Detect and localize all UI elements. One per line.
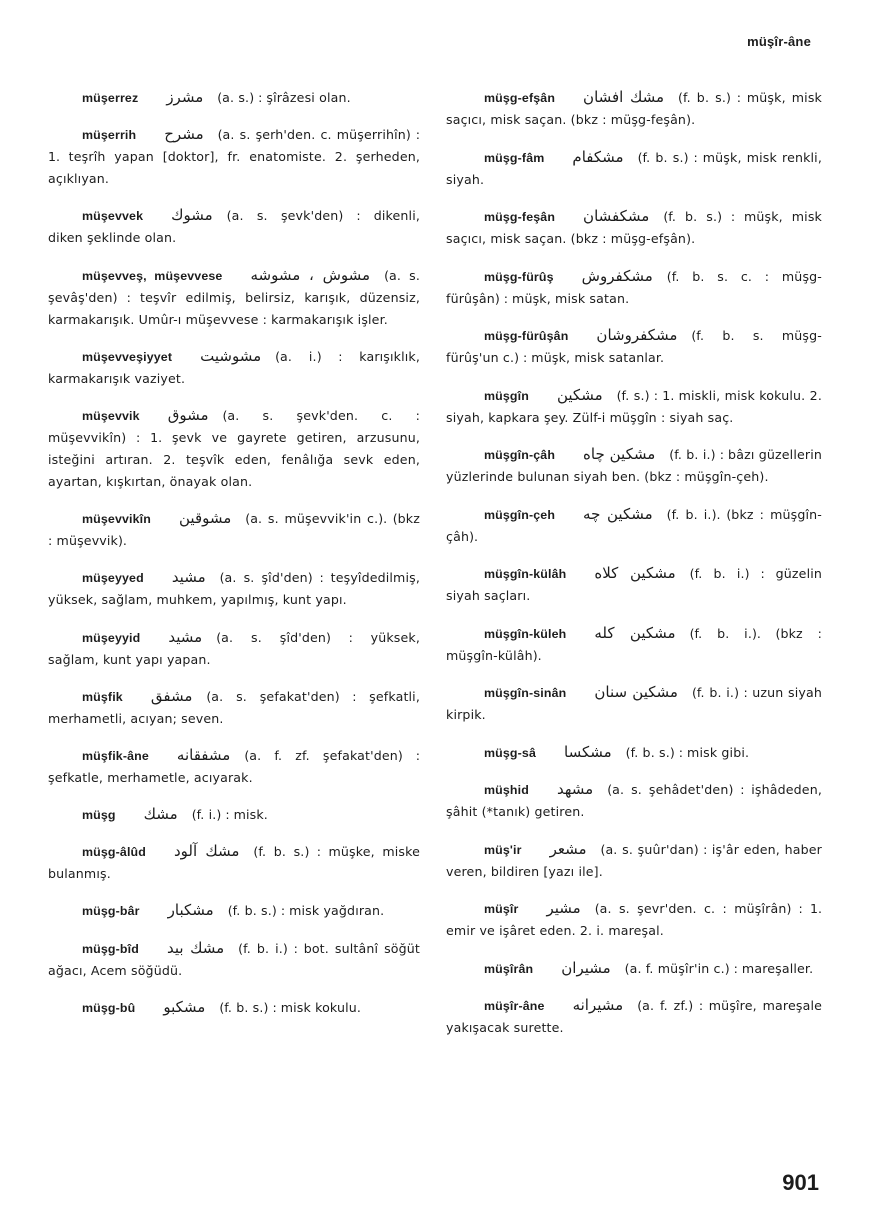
entry-headword: müşevvik (82, 408, 140, 423)
entry-definition: (f. b. s. müşg-fürûş'un c.) : müşk, misk satanlar. (446, 328, 822, 365)
dictionary-entry (48, 744, 420, 789)
entry-definition: (a. s. şerh'den. c. müşerrihîn) : 1. teşrîh yapan [doktor], fr. enatomiste. 2. şerheden, açıklıyan. (48, 127, 420, 187)
entry-definition: (a. s. müşevvik'in c.). (bkz : müşevvik). (48, 511, 420, 549)
entry-arabic-script: مشوش ، مشوشه (250, 265, 371, 284)
dictionary-entry (446, 205, 822, 250)
dictionary-entry (48, 345, 420, 390)
dictionary-entry (48, 996, 420, 1019)
dictionary-entry (446, 86, 822, 131)
entry-definition: (f. b. i.). (bkz : müşgîn-külâh). (446, 625, 822, 663)
dictionary-entry (48, 803, 420, 826)
dictionary-entry (446, 838, 822, 883)
entry-definition: (f. b. i.). (bkz : müşgîn-çâh). (446, 506, 822, 544)
entry-arabic-script: مشرز (166, 88, 204, 106)
entry-headword: müşevvek (82, 209, 144, 224)
dictionary-entry (48, 204, 420, 249)
dictionary-entry (48, 566, 420, 611)
entry-headword: müşg-efşân (484, 91, 556, 105)
dictionary-entry (446, 741, 822, 764)
dictionary-entry (48, 685, 420, 730)
entry-headword: müşfik-âne (82, 748, 149, 763)
entry-arabic-script: مشك (143, 805, 178, 824)
entry-arabic-script: مشير (546, 899, 581, 917)
entry-headword: müşg-bû (82, 1000, 136, 1015)
entry-definition: (f. b. s.) : müşk, misk renkli, siyah. (446, 149, 822, 187)
entry-headword: müşerrez (82, 91, 139, 105)
dictionary-entry (446, 897, 822, 942)
dictionary-entry (48, 507, 420, 552)
entry-definition: (a. s. şuûr'dan) : iş'âr eden, haber veren, bildiren [yazı ile]. (446, 841, 822, 879)
entry-headword: müşîr (484, 902, 519, 916)
entry-headword: müşgîn-çeh (484, 507, 556, 522)
entry-headword: müşg-bîd (82, 941, 139, 956)
entry-definition: (a. s. şefakat'den) : şefkatli, merhametli, acıyan; seven. (48, 688, 420, 726)
running-head: müşîr-âne (747, 34, 811, 49)
entry-headword: müşg (82, 808, 116, 823)
entry-arabic-script: مشكين كلاه (594, 564, 676, 582)
entry-arabic-script: مشعر (549, 839, 587, 858)
entry-definition: (f. b. s.) : misk kokulu. (219, 999, 362, 1015)
entry-arabic-script: مشيد (171, 568, 206, 587)
entry-definition: (a. s.) : şîrâzesi olan. (217, 90, 351, 105)
entry-definition: (f. s.) : 1. miskli, misk kokulu. 2. siyah, kapkara şey. Zülf-i müşgîn : siyah saç. (446, 387, 822, 425)
dictionary-entry (48, 899, 420, 922)
entry-headword: müşg-âlûd (82, 845, 146, 860)
entry-headword: müşg-bâr (82, 904, 140, 919)
dictionary-entry (446, 622, 822, 667)
entry-headword: müşg-fâm (484, 150, 545, 165)
dictionary-entry (48, 404, 420, 493)
dictionary-entry (446, 503, 822, 548)
entry-headword: müşevvikîn (82, 512, 151, 527)
entry-arabic-script: مشرح (164, 125, 204, 144)
dictionary-entry (446, 324, 822, 369)
dictionary-entry (446, 778, 822, 823)
entry-definition: (a. f. müşîr'in c.) : mareşaller. (624, 960, 814, 976)
entry-headword: müşhid (484, 783, 529, 797)
dictionary-entry (446, 443, 822, 488)
entry-arabic-script: مشك بيد (166, 938, 225, 957)
entry-headword: müşgîn (484, 388, 529, 403)
entry-arabic-script: مشيران (561, 958, 611, 977)
entry-definition: (a. s. şîd'den) : teşyîdedilmiş, yüksek, sağlam, muhkem, yapılmış, kunt yapı. (48, 570, 420, 608)
dictionary-entry (48, 86, 420, 109)
dictionary-entry (48, 626, 420, 671)
entry-headword: müşîr-âne (484, 999, 545, 1013)
entry-definition: (f. b. s.) : misk yağdıran. (227, 903, 385, 919)
entry-headword: müşgîn-küleh (484, 626, 567, 641)
entry-headword: müşevveşiyyet (82, 349, 173, 364)
entry-arabic-script: مشفقانه (176, 745, 231, 764)
entry-headword: müş'ir (484, 842, 522, 857)
entry-arabic-script: مشكفشان (583, 207, 650, 225)
entry-arabic-script: مشكفروشان (596, 326, 678, 344)
dictionary-entry (446, 562, 822, 607)
entry-arabic-script: مشكفام (572, 147, 624, 166)
entry-definition: (f. b. s.) : müşke, miske bulanmış. (48, 844, 420, 882)
entry-headword: müşerrih (82, 128, 137, 143)
entry-headword: müşg-sâ (484, 745, 537, 760)
entry-definition: (f. b. s.) : misk gibi. (625, 744, 750, 760)
entry-headword: müşevveş, müşevvese (82, 268, 223, 283)
dictionary-entry (446, 265, 822, 310)
entry-headword: müşg-fürûş (484, 269, 554, 284)
left-column (48, 86, 420, 1033)
entry-arabic-script: مشكسا (564, 742, 612, 761)
entry-arabic-script: مشك افشان (583, 88, 665, 106)
right-column (446, 86, 822, 1054)
page-number: 901 (782, 1170, 819, 1195)
entry-arabic-script: مشيد (168, 627, 203, 646)
entry-arabic-script: مشك آلود (174, 842, 240, 861)
entry-arabic-script: مشوشيت (200, 346, 262, 365)
entry-headword: müşg-fürûşân (484, 329, 569, 343)
entry-arabic-script: مشكين سنان (594, 683, 678, 701)
entry-headword: müşgîn-külâh (484, 567, 567, 581)
entry-definition: (f. b. i.) : bâzı güzellerin yüzlerinde bulunan siyah ben. (bkz : müşgîn-çeh). (446, 447, 822, 484)
entry-headword: müşgîn-sinân (484, 686, 567, 700)
entry-definition: (f. b. s.) : müşk, misk saçıcı, misk saçan. (bkz : müşg-feşân). (446, 90, 822, 127)
entry-definition: (a. s. şevr'den. c. : müşîrân) : 1. emir ve işâret eden. 2. i. mareşal. (446, 901, 822, 938)
dictionary-entry (48, 123, 420, 190)
entry-headword: müşg-feşân (484, 210, 556, 224)
entry-definition: (a. f. zf.) : müşîre, mareşale yakışacak surette. (446, 998, 822, 1035)
entry-headword: müşeyyid (82, 630, 141, 645)
entry-arabic-script: مشكين چه (583, 504, 653, 523)
entry-arabic-script: مشكبو (163, 997, 206, 1016)
entry-headword: müşgîn-çâh (484, 448, 556, 462)
entry-arabic-script: مشكبار (167, 901, 214, 920)
dictionary-entry (48, 937, 420, 982)
entry-definition: (a. s. şevk'den. c. : müşevvikîn) : 1. şevk ve gayrete getiren, arzusunu, isteğini artıran. 2. teşvîk eden, fenâlığa sevk eden, ayartan, kışkırtan, önayak olan. (48, 407, 420, 489)
entry-definition: (a. s. şevâş'den) : teşvîr edilmiş, belirsiz, karışık, düzensiz, karmakarışık. Umûr-ı müşevvese : karmakarışık işler. (48, 267, 420, 327)
dictionary-entry (446, 957, 822, 980)
entry-definition: (a. f. zf. şefakat'den) : şefkatle, merhametle, acıyarak. (48, 747, 420, 785)
entry-arabic-script: مشكين كله (594, 623, 676, 642)
entry-definition: (a. s. şevk'den) : dikenli, diken şeklinde olan. (48, 208, 420, 246)
entry-definition: (f. i.) : misk. (191, 807, 268, 823)
entry-definition: (a. i.) : karışıklık, karmakarışık vaziyet. (48, 348, 420, 386)
entry-headword: müşîrân (484, 961, 534, 976)
entry-headword: müşeyyed (82, 571, 144, 586)
entry-definition: (f. b. i.) : uzun siyah kirpik. (446, 685, 823, 722)
entry-arabic-script: مشوق (167, 405, 209, 424)
entry-arabic-script: مشيرانه (572, 996, 624, 1014)
dictionary-entry (446, 994, 822, 1039)
dictionary-entry (446, 146, 822, 191)
entry-arabic-script: مشفق (150, 686, 193, 705)
entry-definition: (f. b. i.) : bot. sultânî söğüt ağacı, Acem söğüdü. (48, 940, 420, 978)
entry-definition: (f. b. s. c. : müşg-fürûşân) : müşk, misk satan. (446, 268, 822, 306)
entry-arabic-script: مشكين (556, 385, 603, 404)
entry-arabic-script: مشوك (171, 206, 213, 225)
dictionary-entry (48, 264, 420, 331)
entry-arabic-script: مشهد (556, 780, 594, 798)
entry-definition: (a. s. şîd'den) : yüksek, sağlam, kunt yapı yapan. (48, 629, 420, 667)
entry-arabic-script: مشكفروش (581, 266, 653, 285)
entry-arabic-script: مشكين چاه (583, 445, 656, 463)
entry-definition: (a. s. şehâdet'den) : işhâdeden, şâhit (*tanık) getiren. (446, 782, 822, 819)
dictionary-entry (446, 384, 822, 429)
dictionary-entry (48, 840, 420, 885)
dictionary-entry (446, 681, 822, 726)
entry-headword: müşfik (82, 689, 123, 704)
entry-definition: (f. b. i.) : güzelin siyah saçları. (446, 566, 822, 603)
entry-definition: (f. b. s.) : müşk, misk saçıcı, misk saçan. (bkz : müşg-efşân). (446, 209, 822, 246)
entry-arabic-script: مشوقين (179, 509, 232, 528)
